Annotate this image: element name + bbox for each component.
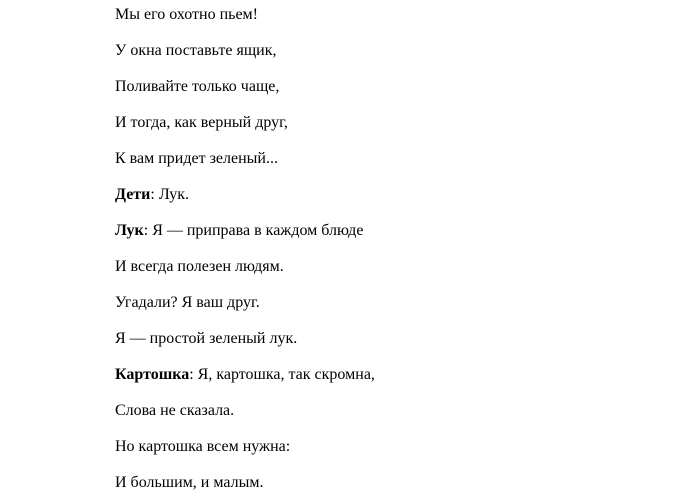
line-text: Мы его охотно пьем! [115,6,258,23]
line-text: Поливайте только чаще, [115,78,280,95]
poem-line [115,113,288,133]
poem-line [115,401,234,421]
speaker-name: Дети [115,186,151,203]
poem-line [115,473,263,493]
speaker-name: Картошка [115,366,190,383]
line-text: Угадали? Я ваш друг. [115,294,260,311]
poem-line [115,437,290,457]
poem-line [115,257,284,277]
line-text: : Я — приправа в каждом блюде [143,222,364,239]
line-text: И всегда полезен людям. [115,258,284,275]
dialogue-line [115,365,375,385]
dialogue-line [115,185,189,205]
poem-line [115,41,276,61]
poem-line [115,329,297,349]
line-text: Но картошка всем нужна: [115,438,291,455]
poem-line [115,77,279,97]
poem-line [115,293,260,313]
line-text: И большим, и малым. [115,474,264,491]
speaker-name: Лук [115,222,144,239]
line-text: К вам придет зеленый... [115,150,278,167]
poem-line [115,5,258,25]
line-text: Я — простой зеленый лук. [115,330,298,347]
dialogue-line [115,221,363,241]
poem-line [115,149,278,169]
line-text: : Лук. [150,186,190,203]
line-text: И тогда, как верный друг, [115,114,288,131]
line-text: : Я, картошка, так скромна, [189,366,375,383]
line-text: У окна поставьте ящик, [115,42,277,59]
line-text: Слова не сказала. [115,402,235,419]
